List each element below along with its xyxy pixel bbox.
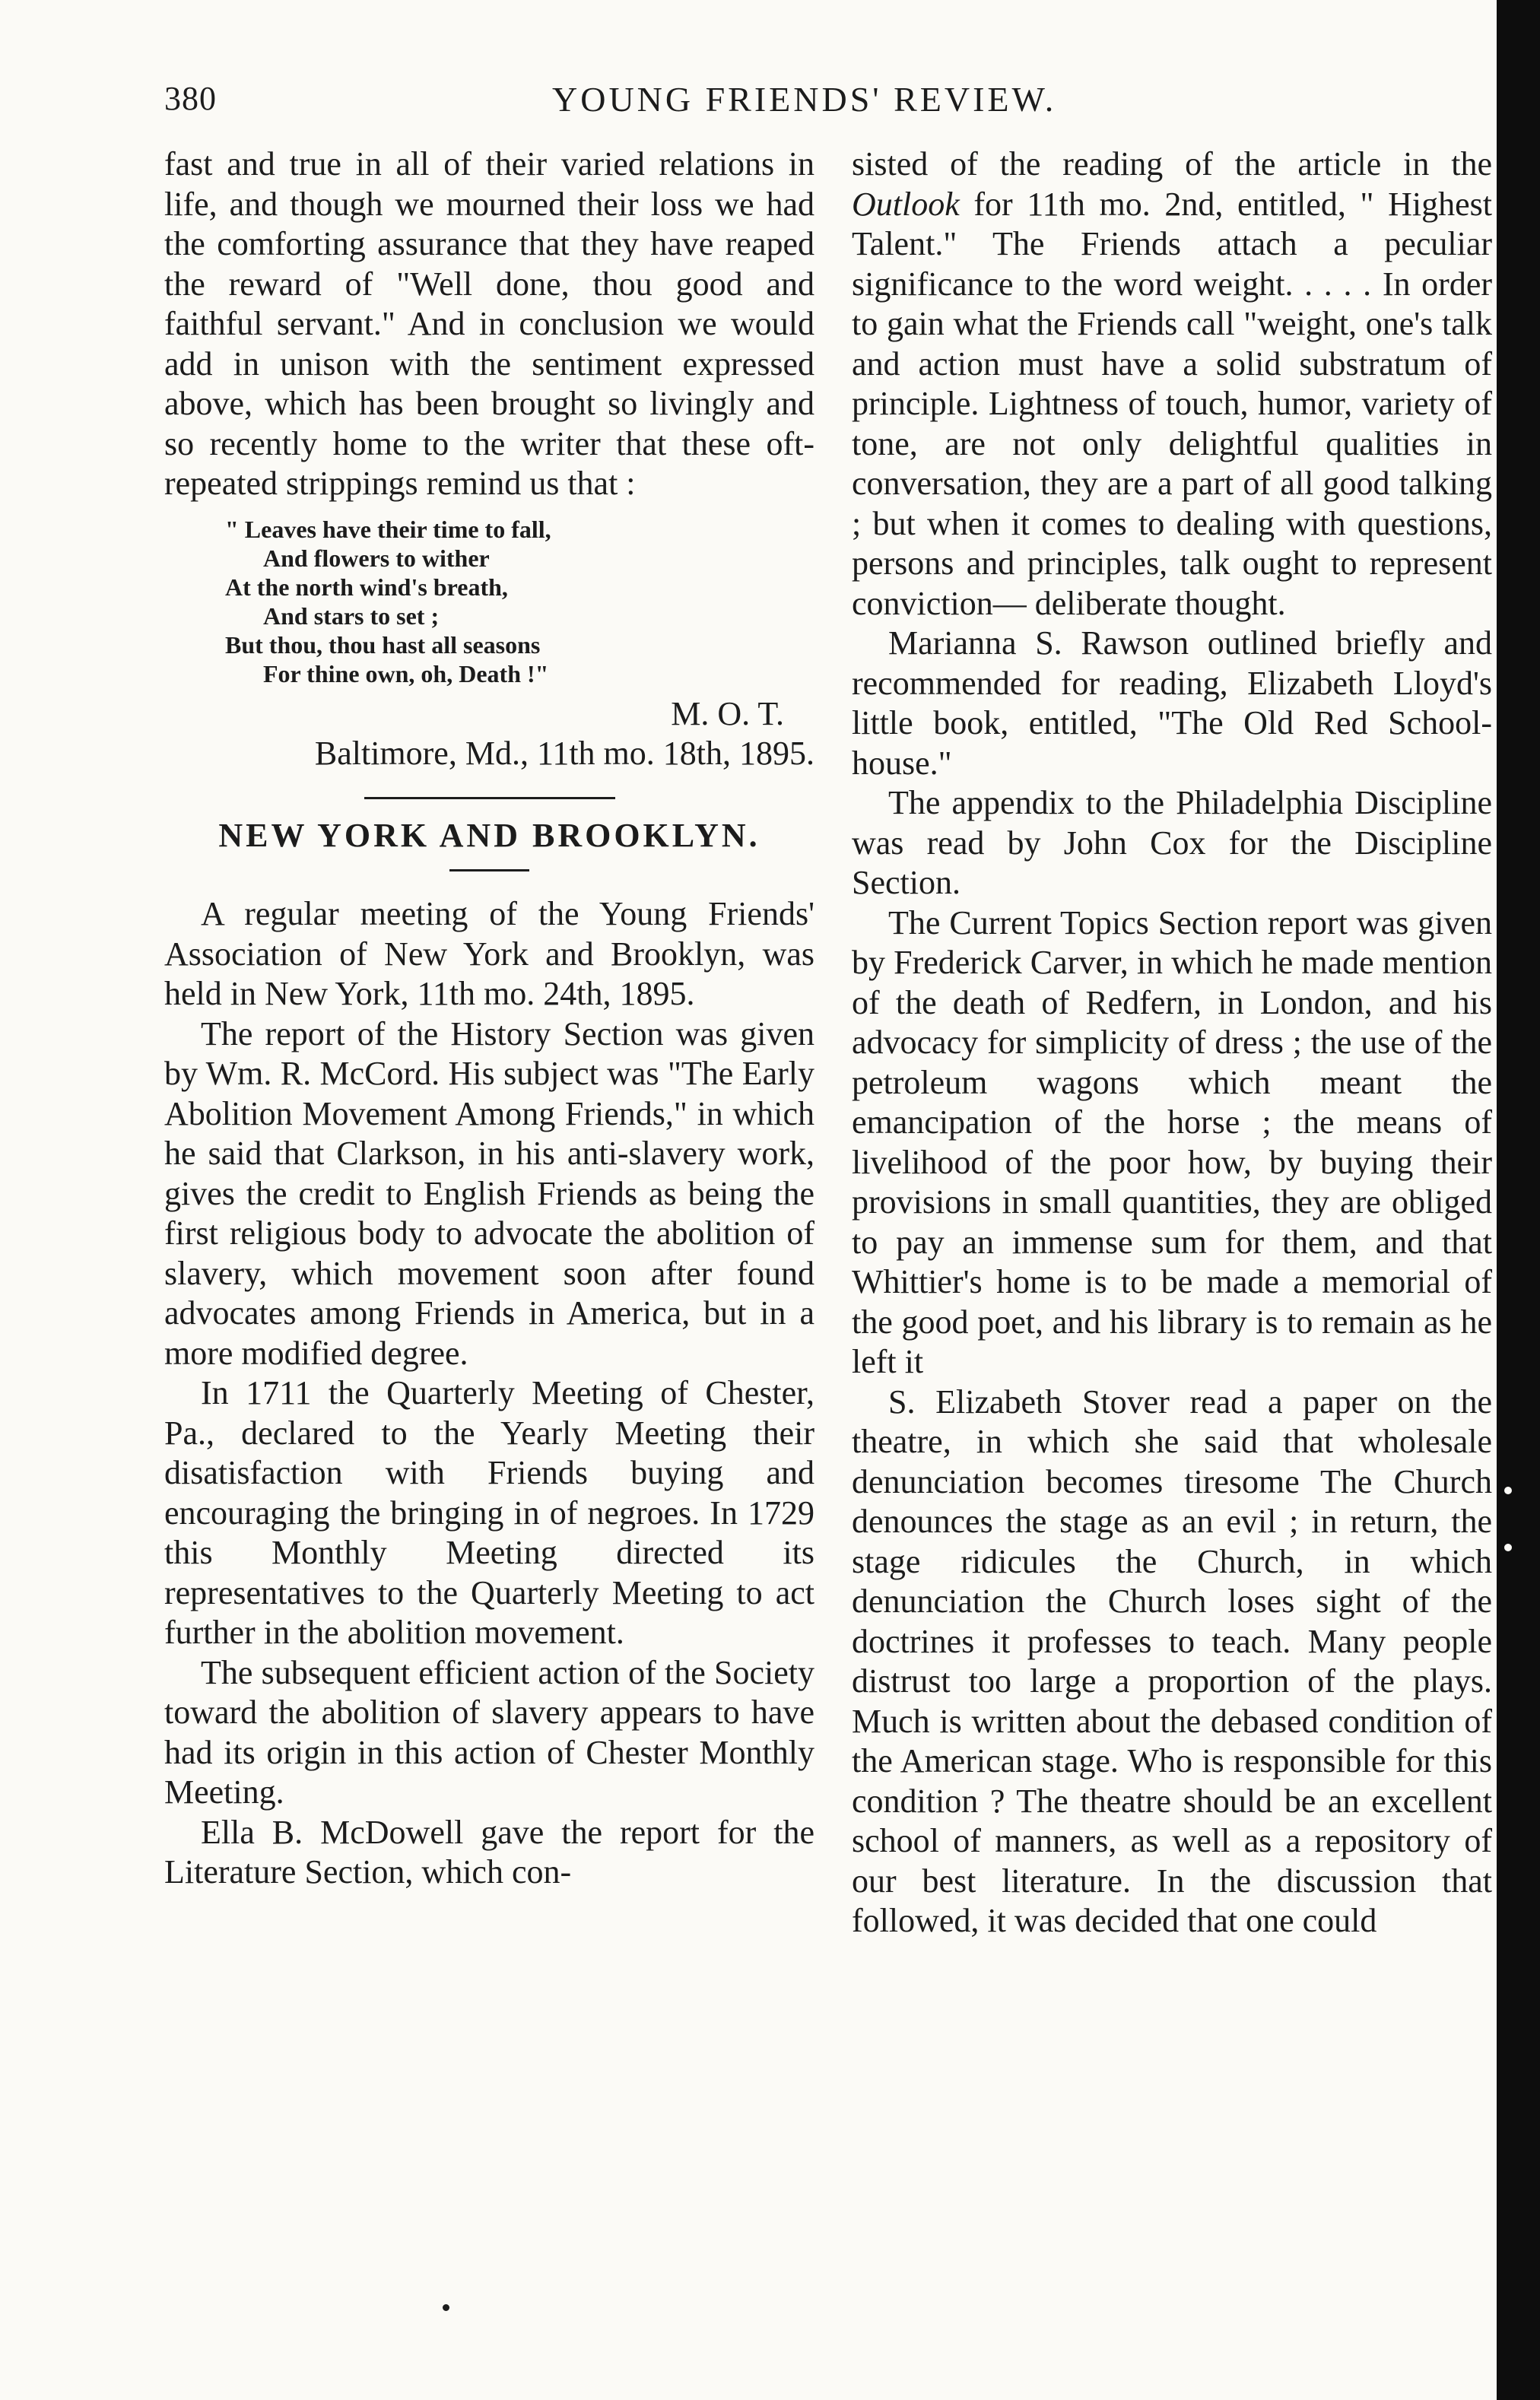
poem-line: " Leaves have their time to fall, [225,515,551,543]
text-run: sisted of the reading of the article in the [852,145,1492,183]
running-title: YOUNG FRIENDS' REVIEW. [552,80,1057,119]
article-paragraph [852,144,1492,624]
poem-line: For thine own, oh, Death !" [263,659,549,687]
heading-rule [449,869,529,871]
article-paragraph: Ella B. McDowell gave the report for the Literature Section, which con- [164,1813,814,1890]
publication-title: Outlook [852,185,960,223]
poem-line: And stars to set ; [263,602,440,630]
article-paragraph: The Current Topics Section report was given by Frederick Carver, in which he made mention of the death of Redfern, in London, and his advocacy for simplicity of dress ; the use of the petroleum wagons which meant the emancipation of the horse ; the means of livelihood of the poor how, by buying their provisions in small quantities, they are obliged to pay an immense sum for them, and that Whittier's home is to be made a memorial of the good poet, and his library is to remain as he left it [852,903,1492,1380]
article-paragraph: The appendix to the Philadelphia Discipline was read by John Cox for the Discipline Section. [852,784,1492,901]
dateline: Baltimore, Md., 11th mo. 18th, 1895. [314,735,814,772]
ink-dot [443,2304,449,2311]
page-header [164,79,1450,140]
article-paragraph: The subsequent efficient action of the Society toward the abolition of slavery appears to have had its origin in this action of Chester Monthly Meeting. [164,1653,814,1811]
text-run: for 11th mo. 2nd, entitled, " Highest Talent." The Friends attach a peculiar significance to the word weight. . . . . In order to gain what the Friends call "weight, one's talk and action must have a solid substratum of principle. Lightness of touch, humor, variety of tone, are not only delightful qualities in conversation, they are a part of all good talking ; but when it comes to dealing with questions, persons and principles, talk ought to represent conviction— deliberate thought. [852,185,1492,622]
article-paragraph: In 1711 the Quarterly Meeting of Chester, Pa., declared to the Yearly Meeting their disatisfaction with Friends buying and encouraging the bringing in of negroes. In 1729 this Monthly Meeting directed its representatives to the Quarterly Meeting to act further in the abolition movement. [164,1374,814,1651]
poem-line: At the north wind's breath, [225,573,508,601]
article-paragraph: S. Elizabeth Stover read a paper on the theatre, in which she said that wholesale denunciation becomes tiresome The Church denounces the stage as an evil ; in return, the stage ridicules the Church, in which denunciation the Church loses sight of the doctrines it professes to teach. Many people distrust too large a proportion of the plays. Much is written about the debased condition of the American stage. Who is responsible for this condition ? The theatre should be an excellent school of manners, as well as a repository of our best literature. In the discussion that followed, it was decided that one could [852,1383,1492,1939]
section-heading: NEW YORK AND BROOKLYN. [218,816,760,854]
right-column [852,144,1492,1941]
article-paragraph: The report of the History Section was given by Wm. R. McCord. His subject was "The Early Abolition Movement Among Friends," in which he said that Clarkson, in his anti-slavery work, gives the credit to English Friends as being the first religious body to advocate the abolition of slavery, which movement soon after found advocates among Friends in America, but in a more modified degree. [164,1014,814,1372]
scan-speck [1504,1487,1512,1494]
continuation-paragraph: fast and true in all of their varied relations in life, and though we mourned their loss we had the comforting assurance that they have reaped the reward of "Well done, thou good and faithful servant." And in conclusion we would add in unison with the sentiment expressed above, which has been brought so livingly and so recently home to the writer that these oft-repeated strippings remind us that : [164,145,814,502]
page-number: 380 [164,80,217,117]
article-paragraph: A regular meeting of the Young Friends' Association of New York and Brooklyn, was held in New York, 11th mo. 24th, 1895. [164,895,814,1012]
poem-quote [164,515,814,688]
poem-line: But thou, thou hast all seasons [225,630,541,659]
scan-edge-shadow [1497,0,1540,2400]
poem-line: And flowers to wither [263,544,490,572]
article-paragraph: Marianna S. Rawson outlined briefly and recommended for reading, Elizabeth Lloyd's little book, entitled, "The Old Red School-house." [852,624,1492,782]
left-column [164,144,814,1893]
scan-speck [1504,1544,1512,1551]
section-divider [364,797,615,799]
author-signature: M. O. T. [671,694,784,732]
